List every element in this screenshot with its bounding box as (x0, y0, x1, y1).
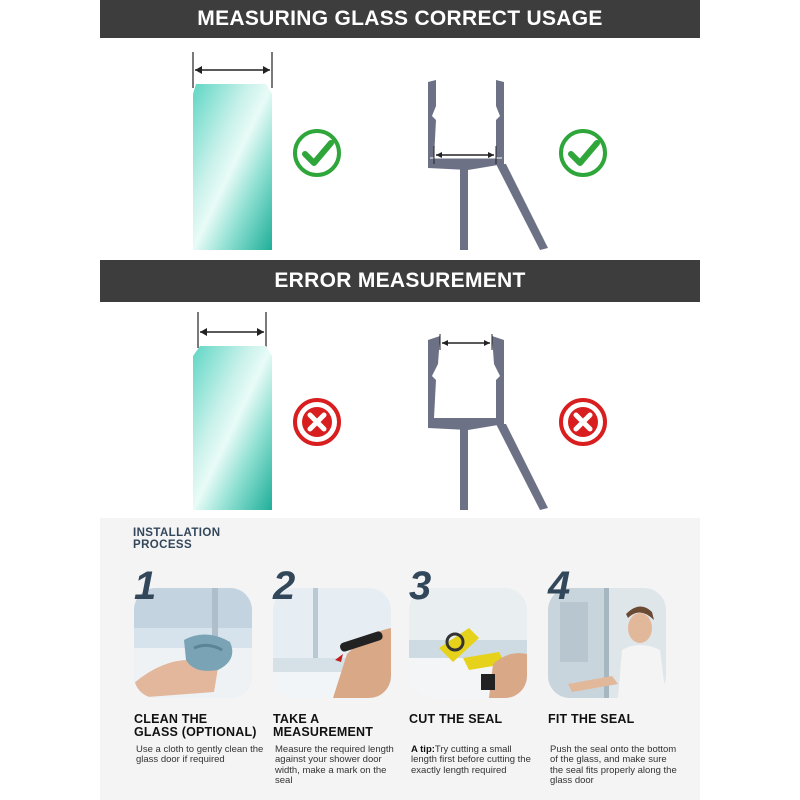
step-title-line2: MEASUREMENT (273, 725, 374, 739)
seal-profile-correct (410, 76, 555, 252)
step-title-line2: GLASS (OPTIONAL) (134, 725, 257, 739)
cross-mark-icon (557, 396, 609, 448)
step-title (134, 713, 274, 739)
step-title-line1: CLEAN THE (134, 712, 208, 726)
step-description-text: Try cutting a small length first before cutting the exactly length required (411, 744, 531, 776)
correct-usage-banner: MEASURING GLASS CORRECT USAGE (100, 0, 700, 38)
step-number: 4 (548, 564, 571, 608)
install-step-1 (134, 518, 274, 800)
check-mark-icon (291, 127, 343, 179)
installation-process-section (100, 518, 700, 800)
glass-panel-error (186, 310, 282, 514)
step-description (275, 745, 403, 787)
install-step-2 (273, 518, 413, 800)
step-description-text: Push the seal onto the bottom of the glass, and make sure the seal fits properly along the glass door (550, 744, 677, 787)
installation-heading-line1: INSTALLATION (133, 527, 221, 539)
step-description-text: Measure the required length against your shower door width, make a mark on the seal (275, 744, 394, 787)
step-title-line1: CUT THE SEAL (409, 712, 503, 726)
step-title (273, 713, 413, 739)
install-step-4 (548, 518, 688, 800)
step-number: 1 (134, 564, 157, 608)
seal-profile-error (410, 334, 555, 512)
step-description-text: Use a cloth to gently clean the glass door if required (136, 744, 264, 766)
step-description (550, 745, 678, 787)
install-step-3 (409, 518, 549, 800)
step-title (548, 713, 688, 726)
glass-panel-correct (186, 48, 282, 254)
error-measurement-banner: ERROR MEASUREMENT (100, 260, 700, 302)
installation-heading-line2: PROCESS (133, 539, 193, 551)
tip-label: A tip: (411, 744, 435, 755)
step-description (136, 745, 264, 766)
step-title (409, 713, 549, 726)
step-title-line1: FIT THE SEAL (548, 712, 635, 726)
step-number: 3 (409, 564, 432, 608)
cross-mark-icon (291, 396, 343, 448)
check-mark-icon (557, 127, 609, 179)
step-description (411, 745, 539, 776)
step-title-line1: TAKE A (273, 712, 320, 726)
step-number: 2 (273, 564, 296, 608)
